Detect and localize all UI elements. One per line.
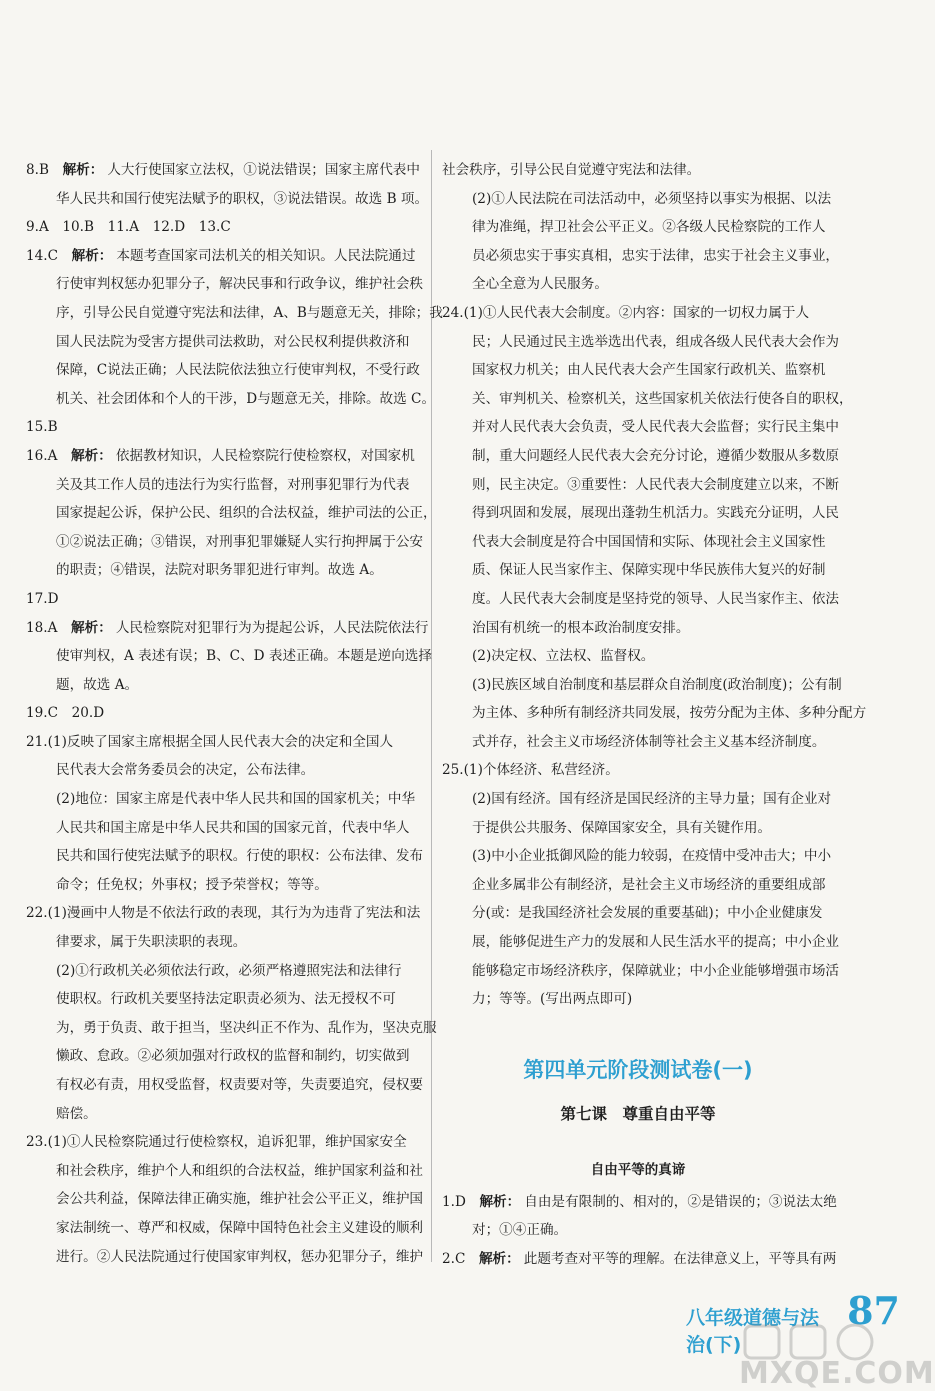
answer-line: (2)地位：国家主席是代表中华人民共和国的国家机关；中华 [56, 791, 416, 808]
answer-line [26, 442, 420, 471]
answer-line: 家法制统一、尊严和权威，保障中国特色社会主义建设的顺利 [56, 1219, 424, 1236]
answer-line: 则，民主决定。③重要性：人民代表大会制度建立以来，不断 [472, 476, 840, 493]
answer-line: 会公共利益，保障法律正确实施，维护社会公平正义，维护国 [56, 1191, 424, 1208]
answer-column-right [442, 156, 867, 1274]
answer-line: 的职责；④错误，法院对职务罪犯进行审判。故选 A。 [56, 562, 383, 579]
answer-line: ①②说法正确；③错误，对刑事犯罪嫌疑人实行拘押属于公安 [56, 533, 424, 550]
answer-item [26, 1128, 424, 1271]
answer-line: 国家提起公诉，保护公民、组织的合法权益，维护司法的公正， [56, 505, 437, 522]
answer-item [26, 213, 420, 242]
answer-line: 展，能够促进生产力的发展和人民生活水平的提高；中小企业 [472, 934, 840, 951]
answer-line: 律为准绳，捍卫社会公平正义。②各级人民检察院的工作人 [472, 219, 826, 236]
answer-line [26, 156, 420, 185]
answer-line: (2)国有经济。国有经济是国民经济的主导力量；国有企业对 [472, 791, 832, 808]
answer-item [26, 728, 424, 900]
answer-line: 21.(1)反映了国家主席根据全国人民代表大会的决定和全国人 [26, 733, 394, 750]
answer-line: 民代表大会常务委员会的决定，公布法律。 [56, 762, 315, 779]
answer-line: 进行。②人民法院通过行使国家审判权，惩办犯罪分子，维护 [56, 1248, 424, 1265]
answer-line: 19.C 20.D [26, 705, 105, 722]
answer-line [442, 1188, 837, 1217]
answer-item [26, 242, 443, 414]
analysis-label: 解析： [71, 247, 113, 264]
answer-line: (2)①人民法院在司法活动中，必须坚持以事实为根据、以法 [472, 190, 832, 207]
answer-line [442, 1245, 837, 1274]
question-number: 8.B [26, 162, 63, 178]
answer-line: (2)①行政机关必须依法行政，必须严格遵照宪法和法律行 [56, 962, 402, 979]
answer-line: 制，重大问题经人民代表大会充分讨论，遵循少数服从多数原 [472, 447, 840, 464]
answer-line: 为主体、多种所有制经济共同发展，按劳分配为主体、多种分配方 [472, 705, 867, 722]
answer-line: 有权必有责，用权受监督，权责要对等，失责要追究，侵权要 [56, 1077, 424, 1093]
unit-test-title: 第四单元阶段测试卷(一) [523, 1057, 753, 1082]
analysis-label: 解析： [71, 619, 112, 636]
answer-line: 全心全意为人民服务。 [472, 276, 608, 293]
answer-item [442, 156, 840, 299]
answer-column-left [26, 156, 443, 1271]
answer-line: 24.(1)①人民代表大会制度。②内容：国家的一切权力属于人 [442, 304, 810, 321]
answer-line: 分(或：是我国经济社会发展的重要基础)；中小企业健康发 [472, 905, 823, 922]
answer-text: 自由是有限制的、相对的，②是错误的；③说法太绝 [524, 1193, 837, 1210]
answer-text: 依据教材知识，人民检察院行使检察权，对国家机 [115, 447, 415, 464]
answer-line: 为，勇于负责、敢于担当，坚决纠正不作为、乱作为，坚决克服 [56, 1019, 437, 1036]
answer-item [442, 1188, 837, 1245]
answer-line: 国家权力机关；由人民代表大会产生国家行政机关、监察机 [472, 362, 826, 379]
answer-item [442, 299, 867, 757]
answer-item [26, 413, 420, 442]
answer-line: 人民共和国主席是中华人民共和国的国家元首，代表中华人 [56, 819, 410, 836]
answer-line: 命令；任免权；外事权；授予荣誉权；等等。 [56, 876, 328, 893]
answer-line: 懒政、怠政。②必须加强对行政权的监督和制约，切实做到 [56, 1048, 410, 1065]
answer-line: 使职权。行政机关要坚持法定职责必须为、法无授权不可 [56, 991, 396, 1008]
answer-text: 人大行使国家立法权，①说法错误；国家主席代表中 [107, 162, 420, 178]
answer-line: 22.(1)漫画中人物是不依法行政的表现，其行为为违背了宪法和法 [26, 905, 421, 922]
answer-line: 15.B [26, 419, 58, 436]
answer-line: 员必须忠实于事实真相，忠实于法律，忠实于社会主义事业， [472, 247, 840, 264]
answer-line: 机关、社会团体和个人的干涉，D与题意无关，排除。故选 C。 [56, 390, 436, 407]
answer-line: (3)民族区域自治制度和基层群众自治制度(政治制度)；公有制 [472, 676, 842, 693]
answer-line: 17.D [26, 590, 59, 607]
answer-line: 企业多属非公有制经济，是社会主义市场经济的重要组成部 [472, 876, 826, 893]
answer-line: 序，引导公民自觉遵守宪法和法律，A、B与题意无关，排除；我 [56, 304, 443, 321]
page-number: 87 [847, 1288, 900, 1333]
lesson-title: 第七课 尊重自由平等 [560, 1104, 716, 1123]
answer-line: 保障，C说法正确；人民法院依法独立行使审判权，不受行政 [56, 362, 420, 379]
answer-item [26, 614, 432, 700]
answer-line: 质、保证人民当家作主、保障实现中华民族伟大复兴的好制 [472, 562, 826, 579]
answer-line: (3)中小企业抵御风险的能力较弱，在疫情中受冲击大；中小 [472, 848, 832, 865]
answer-line: 得到巩固和发展，展现出蓬勃生机活力。实践充分证明，人民 [472, 505, 840, 522]
answer-item [26, 156, 429, 213]
answer-item [442, 1245, 837, 1274]
answer-line: 关、审判机关、检察机关，这些国家机关依法行使各自的职权， [472, 390, 853, 407]
question-number: 16.A [26, 447, 72, 464]
question-number: 14.C [26, 247, 72, 264]
answer-line: 于提供公共服务、保障国家安全，具有关键作用。 [472, 819, 772, 836]
question-number: 18.A [26, 619, 72, 636]
answer-item [26, 899, 437, 1128]
analysis-label: 解析： [71, 447, 112, 464]
answer-line: 律要求，属于失职渎职的表现。 [56, 934, 247, 951]
answer-line: 行使审判权惩办犯罪分子，解决民事和行政争议，维护社会秩 [56, 276, 424, 293]
answer-text: 人民检察院对犯罪行为为提起公诉，人民法院依法行 [115, 619, 429, 636]
watermark-text: MXQE.COM [739, 1356, 935, 1391]
answer-line: 对；①④正确。 [472, 1222, 568, 1239]
answer-line: 23.(1)①人民检察院通过行使检察权，追诉犯罪，维护国家安全 [26, 1134, 407, 1151]
answer-item [26, 442, 437, 585]
answer-item [442, 756, 840, 1013]
answer-line: 赔偿。 [56, 1105, 97, 1122]
analysis-label: 解析： [478, 1251, 520, 1267]
answer-line: 25.(1)个体经济、私营经济。 [442, 762, 619, 779]
answer-line: 使审判权，A 表述有误；B、C、D 表述正确。本题是逆向选择 [56, 648, 432, 665]
answer-line: 式并存，社会主义市场经济体制等社会主义基本经济制度。 [472, 733, 826, 750]
answer-text: 此题考查对平等的理解。在法律意义上，平等具有两 [523, 1251, 837, 1267]
answer-line: 和社会秩序，维护个人和组织的合法权益，维护国家利益和社 [56, 1162, 424, 1179]
answer-line: 题，故选 A。 [56, 676, 139, 693]
answer-item [26, 585, 420, 614]
question-number: 1.D [442, 1193, 480, 1210]
answer-line: 力；等等。(写出两点即可) [472, 991, 633, 1008]
analysis-label: 解析： [479, 1193, 521, 1210]
answer-line: 代表大会制度是符合中国国情和实际、体现社会主义国家性 [472, 533, 826, 550]
answer-line: 能够稳定市场经济秩序，保障就业；中小企业能够增强市场活 [472, 962, 840, 979]
question-number: 2.C [442, 1251, 479, 1267]
watermark [715, 1322, 935, 1391]
answer-line: 9.A 10.B 11.A 12.D 13.C [26, 219, 231, 236]
answer-line: 关及其工作人员的违法行为实行监督，对刑事犯罪行为代表 [56, 476, 410, 493]
answer-line: (2)决定权、立法权、监督权。 [472, 648, 655, 665]
answer-text: 本题考查国家司法机关的相关知识。人民法院通过 [116, 247, 416, 264]
answer-line [26, 242, 420, 271]
topic-title: 自由平等的真谛 [590, 1161, 686, 1178]
answer-line: 度。人民代表大会制度是坚持党的领导、人民当家作主、依法 [472, 590, 840, 607]
answer-line: 国人民法院为受害方提供司法救助，对公民权利提供救济和 [56, 333, 410, 350]
analysis-label: 解析： [62, 162, 104, 178]
answer-line: 并对人民代表大会负责，受人民代表大会监督；实行民主集中 [472, 419, 840, 436]
answer-line: 华人民共和国行使宪法赋予的职权，③说法错误。故选 B 项。 [56, 190, 429, 207]
answer-line: 社会秩序，引导公民自觉遵守宪法和法律。 [442, 162, 701, 178]
answer-line: 民共和国行使宪法赋予的职权。行使的职权：公布法律、发布 [56, 848, 424, 865]
answer-line: 治国有机统一的根本政治制度安排。 [472, 619, 690, 636]
answer-line: 民；人民通过民主选举选出代表，组成各级人民代表大会作为 [472, 333, 840, 350]
answer-item [26, 699, 420, 728]
subject-label: 八年级道德与法治(下) [686, 1307, 820, 1356]
answer-line [26, 614, 429, 643]
